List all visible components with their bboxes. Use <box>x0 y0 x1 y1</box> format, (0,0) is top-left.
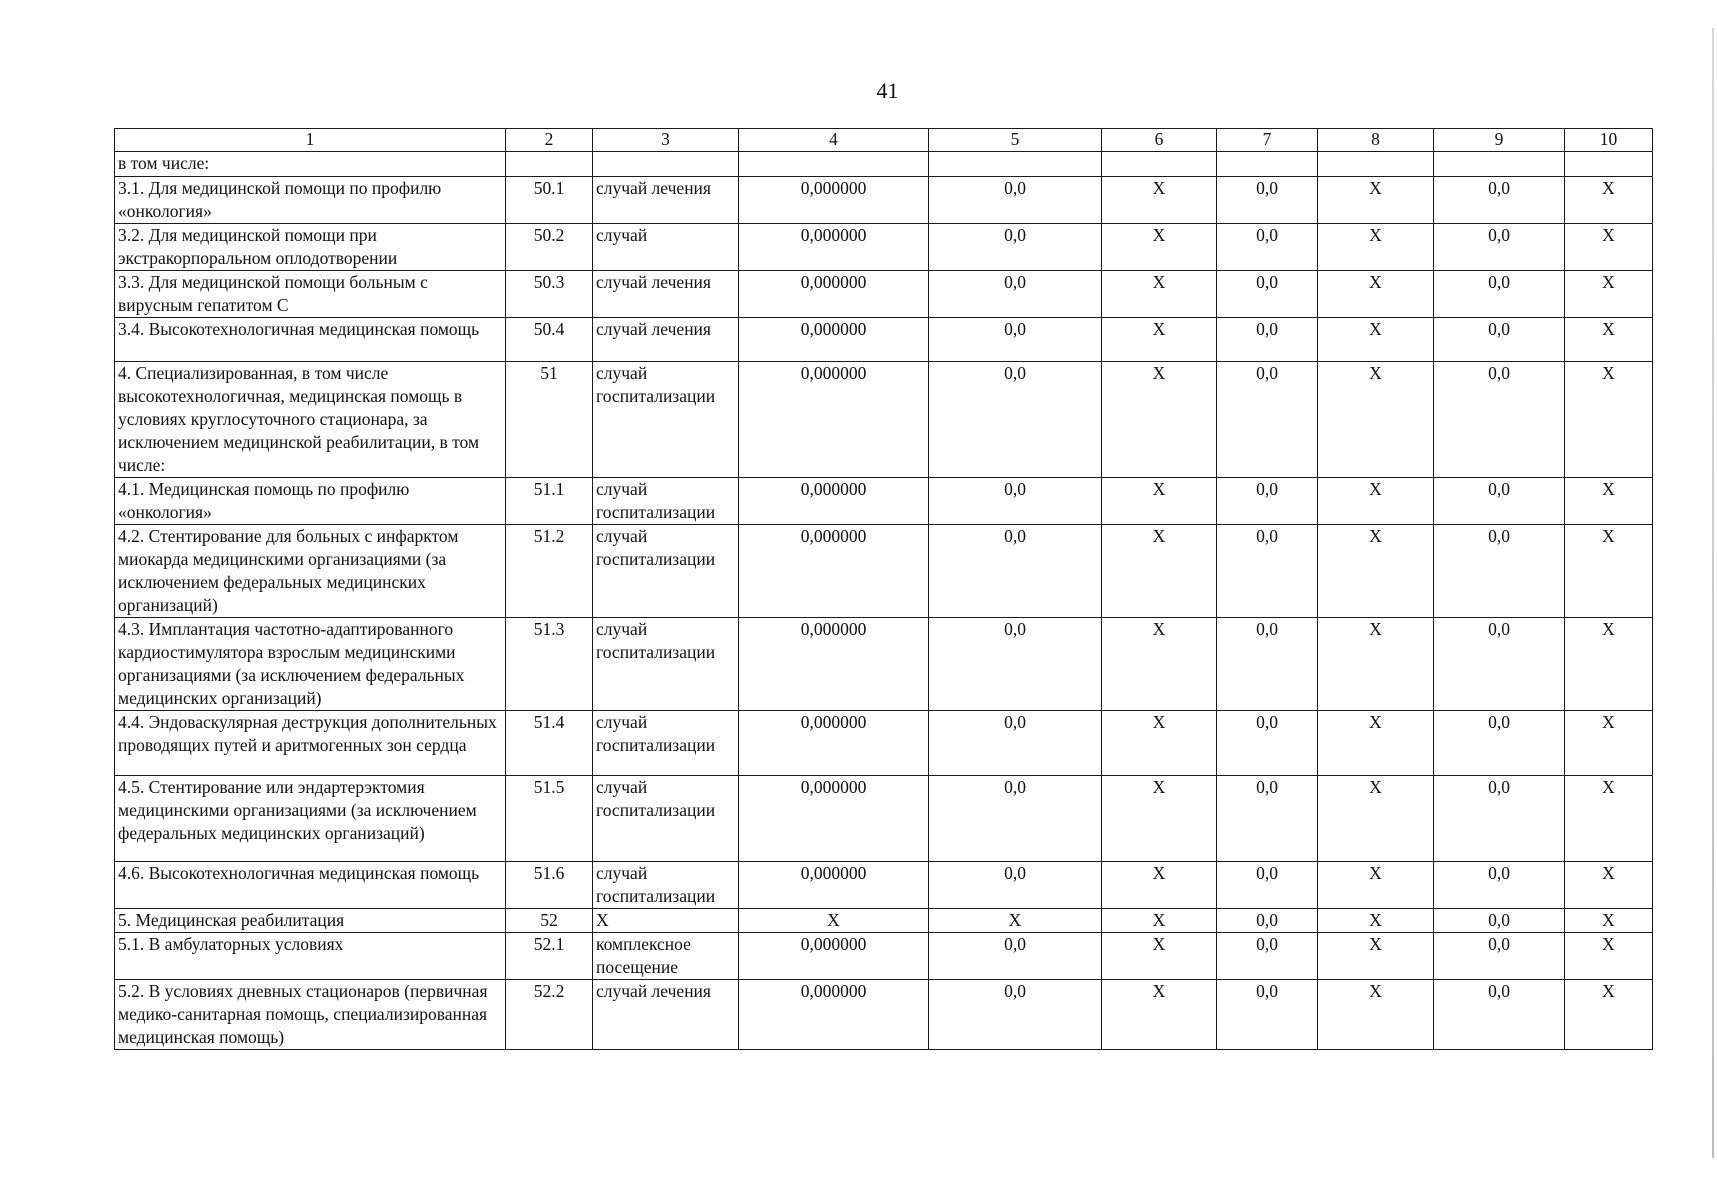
table-cell-col1: 4.1. Медицинская помощь по профилю «онкология» <box>115 478 506 525</box>
table-cell-col6: X <box>1102 776 1217 862</box>
table-cell-col7: 0,0 <box>1217 224 1318 271</box>
table-cell-col1: 5.2. В условиях дневных стационаров (первичная медико-санитарная помощь, специализированная медицинская помощь) <box>115 980 506 1050</box>
header-cell-9: 9 <box>1434 129 1565 152</box>
table-cell-col4: 0,000000 <box>739 478 929 525</box>
table-cell-col2 <box>506 152 593 177</box>
table-cell-col6: X <box>1102 980 1217 1050</box>
header-cell-3: 3 <box>593 129 739 152</box>
table-cell-col3: случай госпитализации <box>593 478 739 525</box>
table-cell-col10: X <box>1565 478 1653 525</box>
header-cell-2: 2 <box>506 129 593 152</box>
table-cell-col2: 50.2 <box>506 224 593 271</box>
table-cell-col1: 4.6. Высокотехнологичная медицинская помощь <box>115 862 506 909</box>
table-cell-col8: X <box>1318 525 1434 618</box>
table-row <box>115 224 1653 271</box>
table-cell-col7: 0,0 <box>1217 618 1318 711</box>
table-row <box>115 271 1653 318</box>
table-cell-col10: X <box>1565 980 1653 1050</box>
table-cell-col4: 0,000000 <box>739 933 929 980</box>
table-cell-col5: 0,0 <box>929 271 1102 318</box>
table-row <box>115 776 1653 862</box>
table-cell-col1: 4. Специализированная, в том числе высокотехнологичная, медицинская помощь в условиях круглосуточного стационара, за исключением медицинской реабилитации, в том числе: <box>115 362 506 478</box>
table-cell-col9: 0,0 <box>1434 776 1565 862</box>
table-cell-col3: случай госпитализации <box>593 618 739 711</box>
table-cell-col3: случай госпитализации <box>593 711 739 776</box>
table-cell-col9: 0,0 <box>1434 933 1565 980</box>
table-cell-col1: 3.3. Для медицинской помощи больным с вирусным гепатитом С <box>115 271 506 318</box>
table-cell-col2: 51.4 <box>506 711 593 776</box>
table-row <box>115 980 1653 1050</box>
table-cell-col8: X <box>1318 711 1434 776</box>
table-cell-col1: 4.2. Стентирование для больных с инфарктом миокарда медицинскими организациями (за исключением федеральных медицинских организаций) <box>115 525 506 618</box>
table-cell-col6: X <box>1102 478 1217 525</box>
table-cell-col8: X <box>1318 478 1434 525</box>
table-cell-col5: 0,0 <box>929 776 1102 862</box>
table-cell-col2: 50.1 <box>506 177 593 224</box>
table-cell-col9: 0,0 <box>1434 318 1565 362</box>
table-cell-col2: 51.3 <box>506 618 593 711</box>
table-cell-col9: 0,0 <box>1434 525 1565 618</box>
table-cell-col8: X <box>1318 362 1434 478</box>
table-cell-col10: X <box>1565 711 1653 776</box>
table-row <box>115 711 1653 776</box>
table-row <box>115 177 1653 224</box>
table-cell-col6: X <box>1102 318 1217 362</box>
table-cell-col3: X <box>593 909 739 933</box>
header-cell-6: 6 <box>1102 129 1217 152</box>
table-cell-col5: 0,0 <box>929 177 1102 224</box>
data-table <box>114 128 1653 1050</box>
table-row <box>115 933 1653 980</box>
table-cell-col7: 0,0 <box>1217 711 1318 776</box>
table-cell-col2: 51 <box>506 362 593 478</box>
table-cell-col7: 0,0 <box>1217 776 1318 862</box>
table-cell-col5: 0,0 <box>929 933 1102 980</box>
table-cell-col3: случай лечения <box>593 318 739 362</box>
table-cell-col8: X <box>1318 909 1434 933</box>
table-cell-col7: 0,0 <box>1217 933 1318 980</box>
table-cell-col10: X <box>1565 525 1653 618</box>
table-cell-col3: случай госпитализации <box>593 776 739 862</box>
table-row <box>115 618 1653 711</box>
table-row <box>115 525 1653 618</box>
table-cell-col5: 0,0 <box>929 862 1102 909</box>
header-cell-8: 8 <box>1318 129 1434 152</box>
table-cell-col1: 5.1. В амбулаторных условиях <box>115 933 506 980</box>
table-cell-col4: 0,000000 <box>739 862 929 909</box>
table-cell-col8: X <box>1318 618 1434 711</box>
table-cell-col3: случай госпитализации <box>593 362 739 478</box>
table-cell-col10: X <box>1565 362 1653 478</box>
table-cell-col8: X <box>1318 271 1434 318</box>
table-cell-col6: X <box>1102 224 1217 271</box>
table-cell-col3: случай лечения <box>593 177 739 224</box>
table-cell-col10: X <box>1565 271 1653 318</box>
table-cell-col4: 0,000000 <box>739 271 929 318</box>
table-cell-col2: 51.2 <box>506 525 593 618</box>
table-cell-col8: X <box>1318 318 1434 362</box>
header-cell-5: 5 <box>929 129 1102 152</box>
table-cell-col4: 0,000000 <box>739 177 929 224</box>
table-cell-col7: 0,0 <box>1217 862 1318 909</box>
table-cell-col5: 0,0 <box>929 362 1102 478</box>
table-cell-col6: X <box>1102 525 1217 618</box>
table-cell-col10: X <box>1565 318 1653 362</box>
header-cell-7: 7 <box>1217 129 1318 152</box>
scan-edge-line <box>1712 28 1714 1158</box>
page-number: 41 <box>876 78 899 103</box>
table-cell-col5: 0,0 <box>929 711 1102 776</box>
table-cell-col3: случай госпитализации <box>593 862 739 909</box>
table-cell-col10: X <box>1565 776 1653 862</box>
table-cell-col4 <box>739 152 929 177</box>
table-cell-col4: 0,000000 <box>739 980 929 1050</box>
table-cell-col7: 0,0 <box>1217 909 1318 933</box>
table-cell-col4: X <box>739 909 929 933</box>
table-cell-col1: в том числе: <box>115 152 506 177</box>
table-cell-col9: 0,0 <box>1434 478 1565 525</box>
table-cell-col2: 51.1 <box>506 478 593 525</box>
table-cell-col2: 52.2 <box>506 980 593 1050</box>
header-cell-4: 4 <box>739 129 929 152</box>
table-cell-col2: 50.4 <box>506 318 593 362</box>
table-cell-col7: 0,0 <box>1217 525 1318 618</box>
table-cell-col9: 0,0 <box>1434 271 1565 318</box>
table-cell-col7: 0,0 <box>1217 980 1318 1050</box>
table-cell-col5: X <box>929 909 1102 933</box>
table-row <box>115 909 1653 933</box>
table-cell-col5: 0,0 <box>929 224 1102 271</box>
table-cell-col6: X <box>1102 271 1217 318</box>
table-cell-col4: 0,000000 <box>739 318 929 362</box>
table-cell-col3: комплексное посещение <box>593 933 739 980</box>
header-row <box>115 129 1653 152</box>
table-cell-col6: X <box>1102 362 1217 478</box>
table-cell-col2: 50.3 <box>506 271 593 318</box>
table-cell-col5: 0,0 <box>929 525 1102 618</box>
table-cell-col4: 0,000000 <box>739 711 929 776</box>
table-cell-col9: 0,0 <box>1434 362 1565 478</box>
table-cell-col1: 3.4. Высокотехнологичная медицинская помощь <box>115 318 506 362</box>
table-cell-col9: 0,0 <box>1434 224 1565 271</box>
table-row <box>115 318 1653 362</box>
table-cell-col8: X <box>1318 776 1434 862</box>
table-cell-col5: 0,0 <box>929 980 1102 1050</box>
header-cell-1: 1 <box>115 129 506 152</box>
table-cell-col10: X <box>1565 224 1653 271</box>
table-cell-col4: 0,000000 <box>739 224 929 271</box>
table-cell-col7: 0,0 <box>1217 177 1318 224</box>
table-cell-col5: 0,0 <box>929 318 1102 362</box>
table-cell-col7: 0,0 <box>1217 478 1318 525</box>
table-cell-col2: 51.6 <box>506 862 593 909</box>
table-cell-col4: 0,000000 <box>739 362 929 478</box>
table-cell-col5: 0,0 <box>929 478 1102 525</box>
table-cell-col10: X <box>1565 862 1653 909</box>
table-cell-col2: 52.1 <box>506 933 593 980</box>
table-cell-col1: 4.4. Эндоваскулярная деструкция дополнительных проводящих путей и аритмогенных зон сердца <box>115 711 506 776</box>
table-cell-col9 <box>1434 152 1565 177</box>
table-cell-col1: 4.3. Имплантация частотно-адаптированного кардиостимулятора взрослым медицинскими организациями (за исключением федеральных медицинских организаций) <box>115 618 506 711</box>
table-cell-col9: 0,0 <box>1434 711 1565 776</box>
table-cell-col3: случай лечения <box>593 271 739 318</box>
table-cell-col10: X <box>1565 909 1653 933</box>
table-cell-col3 <box>593 152 739 177</box>
table-cell-col1: 3.2. Для медицинской помощи при экстракорпоральном оплодотворении <box>115 224 506 271</box>
table-cell-col8: X <box>1318 224 1434 271</box>
table-cell-col8: X <box>1318 980 1434 1050</box>
table-row <box>115 478 1653 525</box>
table-cell-col7: 0,0 <box>1217 362 1318 478</box>
table-cell-col4: 0,000000 <box>739 618 929 711</box>
table-cell-col8: X <box>1318 862 1434 909</box>
table-cell-col6: X <box>1102 618 1217 711</box>
table-cell-col9: 0,0 <box>1434 618 1565 711</box>
table-cell-col10: X <box>1565 618 1653 711</box>
table-cell-col9: 0,0 <box>1434 177 1565 224</box>
table-cell-col3: случай <box>593 224 739 271</box>
table-cell-col1: 3.1. Для медицинской помощи по профилю «онкология» <box>115 177 506 224</box>
table-cell-col6: X <box>1102 177 1217 224</box>
table-cell-col2: 51.5 <box>506 776 593 862</box>
table-cell-col7 <box>1217 152 1318 177</box>
table-cell-col5 <box>929 152 1102 177</box>
table-cell-col6: X <box>1102 909 1217 933</box>
table-row <box>115 152 1653 177</box>
table-cell-col5: 0,0 <box>929 618 1102 711</box>
table-row <box>115 862 1653 909</box>
table-cell-col8: X <box>1318 933 1434 980</box>
table-cell-col3: случай госпитализации <box>593 525 739 618</box>
table-cell-col8 <box>1318 152 1434 177</box>
table-cell-col6: X <box>1102 862 1217 909</box>
table-cell-col10: X <box>1565 933 1653 980</box>
table-cell-col1: 4.5. Стентирование или эндартерэктомия медицинскими организациями (за исключением федеральных медицинских организаций) <box>115 776 506 862</box>
table-cell-col8: X <box>1318 177 1434 224</box>
table-cell-col9: 0,0 <box>1434 862 1565 909</box>
header-cell-10: 10 <box>1565 129 1653 152</box>
table-cell-col4: 0,000000 <box>739 525 929 618</box>
table-cell-col10 <box>1565 152 1653 177</box>
table-cell-col6: X <box>1102 711 1217 776</box>
table-cell-col3: случай лечения <box>593 980 739 1050</box>
table-cell-col9: 0,0 <box>1434 909 1565 933</box>
table-cell-col7: 0,0 <box>1217 271 1318 318</box>
table-cell-col10: X <box>1565 177 1653 224</box>
table-cell-col9: 0,0 <box>1434 980 1565 1050</box>
table-row <box>115 362 1653 478</box>
table-cell-col6: X <box>1102 933 1217 980</box>
table-cell-col2: 52 <box>506 909 593 933</box>
table-cell-col1: 5. Медицинская реабилитация <box>115 909 506 933</box>
table-cell-col4: 0,000000 <box>739 776 929 862</box>
table-cell-col6 <box>1102 152 1217 177</box>
table-cell-col7: 0,0 <box>1217 318 1318 362</box>
